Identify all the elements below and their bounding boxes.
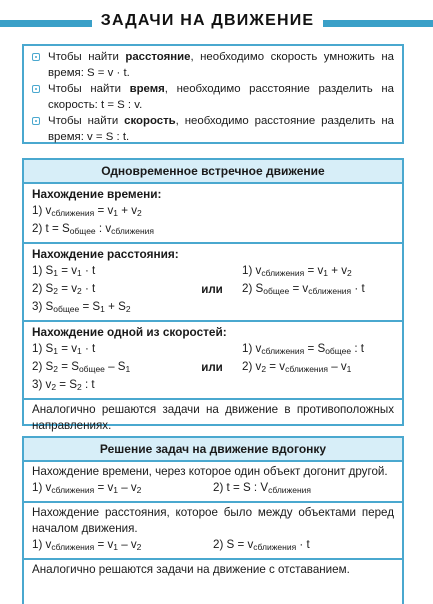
meet-box xyxy=(22,158,404,432)
meet-time-section xyxy=(24,184,402,244)
meet-note: Аналогично решаются задачи на движение в противоположных направлениях. xyxy=(32,403,394,432)
meet-header: Одновременное встречное движение xyxy=(24,160,402,184)
formula: 2) t = S : $V_{сближения}$ xyxy=(213,481,311,495)
title-band xyxy=(0,10,433,36)
intro-box xyxy=(22,44,404,144)
formula: 1) $v_{сближения} = v_1 + v_2$ xyxy=(32,204,142,218)
formula: 1) $S_1 = v_1 \cdot t$ xyxy=(32,342,96,356)
formula: 1) $v_{сближения} = v_1 - v_2$ xyxy=(32,538,142,552)
chase-time-text: Нахождение времени, через которое один объект догонит другой. xyxy=(32,465,388,478)
formula: 2) $S_2 = v_2 \cdot t$ xyxy=(32,282,96,296)
formula: 2) $S_2 = S_{общее} - S_1$ xyxy=(32,360,131,374)
chase-note: Аналогично решаются задачи на движение с отставанием. xyxy=(32,563,350,576)
formula: 1) $v_{сближения} = v_1 + v_2$ xyxy=(242,264,352,278)
intro-rule-time: Чтобы найти время, необходимо расстояние разделить на скорость: t = S : v. xyxy=(32,82,394,113)
chase-distance-text: Нахождение расстояния, которое было между объектами перед началом движения. xyxy=(32,506,394,535)
meet-speed-title: Нахождение одной из скоростей: xyxy=(32,325,227,339)
bullet-icon xyxy=(32,85,40,93)
title-decor-right xyxy=(323,20,433,27)
bullet-icon xyxy=(32,117,40,125)
bullet-icon xyxy=(32,53,40,61)
formula: 3) $v_2 = S_2$ : t xyxy=(32,378,95,392)
formula: 1) $v_{сближения} = v_1 - v_2$ xyxy=(32,481,142,495)
formula: 1) $S_1 = v_1 \cdot t$ xyxy=(32,264,96,278)
chase-box xyxy=(22,436,404,604)
or-label: или xyxy=(201,361,223,374)
chase-time-section xyxy=(24,462,402,503)
page-title: ЗАДАЧИ НА ДВИЖЕНИЕ xyxy=(100,12,315,29)
formula: 1) $v_{сближения} = S_{общее}$ : t xyxy=(242,342,365,356)
meet-distance-section xyxy=(24,244,402,322)
intro-rule-distance: Чтобы найти расстояние, необходимо скорость умножить на время: S = v · t. xyxy=(32,50,394,81)
formula: 2) $S = v_{сближения} \cdot t$ xyxy=(213,538,310,552)
formula: 2) $v_2 = v_{сближения} - v_1$ xyxy=(242,360,352,374)
chase-distance-section xyxy=(24,503,402,560)
formula: 2) $S_{общее} = v_{сближения} \cdot t$ xyxy=(242,282,365,296)
formula: 2) $t = S_{общее}$ : $v_{сближения}$ xyxy=(32,222,155,236)
intro-rule-speed: Чтобы найти скорость, необходимо расстояние разделить на время: v = S : t. xyxy=(32,114,394,145)
meet-speed-section xyxy=(24,322,402,400)
or-label: или xyxy=(201,283,223,296)
meet-distance-title: Нахождение расстояния: xyxy=(32,247,179,261)
chase-header: Решение задач на движение вдогонку xyxy=(24,438,402,462)
title-decor-left xyxy=(0,20,92,27)
formula: 3) $S_{общее} = S_1 + S_2$ xyxy=(32,300,131,314)
meet-time-title: Нахождение времени: xyxy=(32,187,162,201)
